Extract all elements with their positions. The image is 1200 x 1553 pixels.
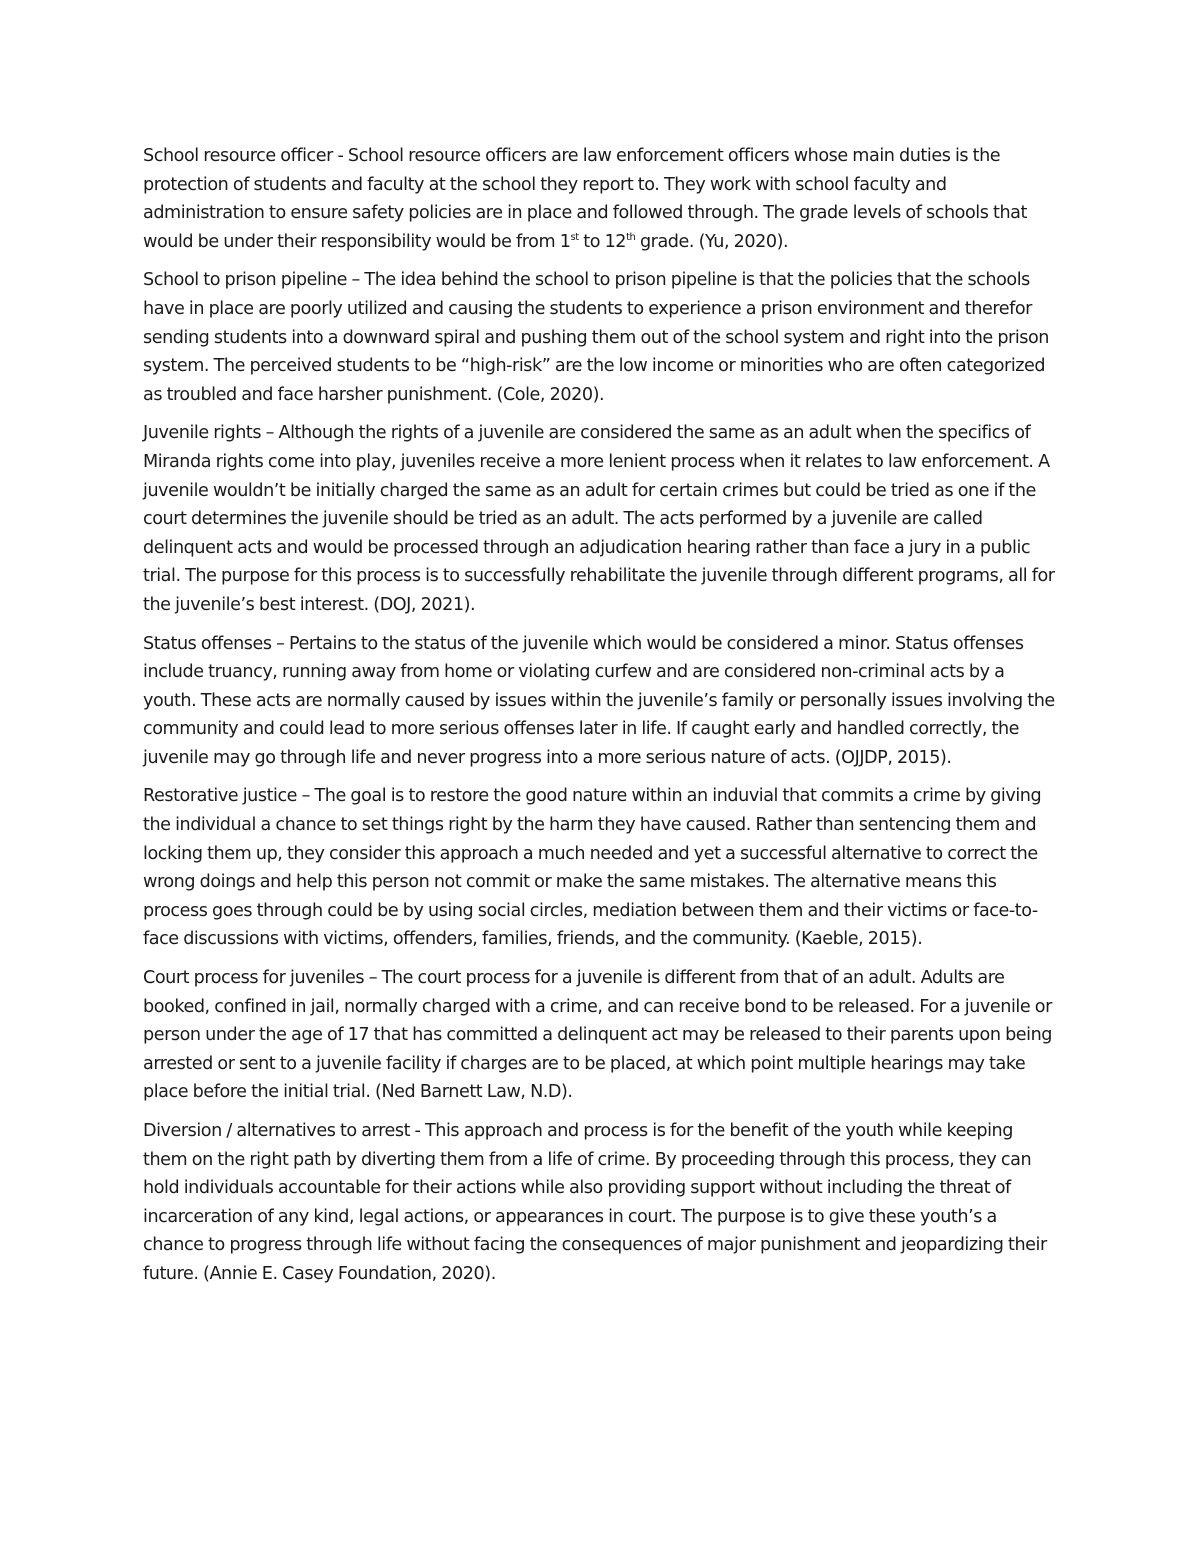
paragraph-juvenile-rights: Juvenile rights – Although the rights of a juvenile are considered the same as an adult when the specifics of Miranda rights come into play, juveniles receive a more lenient process when it relates to law enforcement. A juvenile wouldn’t be initially charged the same as an adult for certain crimes but could be tried as one if the court determines the juvenile should be tried as an adult. The acts performed by a juvenile are called delinquent acts and would be processed through an adjudication hearing rather than face a jury in a public trial. The purpose for this process is to successfully rehabilitate the juvenile through different programs, all for the juvenile’s best interest. (DOJ, 2021). bbox=[143, 423, 1055, 615]
paragraph-court-process-for-juveniles: Court process for juveniles – The court process for a juvenile is different from that of an adult. Adults are booked, confined in jail, normally charged with a crime, and can receive bond to be released. For a juvenile or person under the age of 17 that has committed a delinquent act may be released to their parents upon being arrested or sent to a juvenile facility if charges are to be placed, at which point multiple hearings may take place before the initial trial. (Ned Barnett Law, N.D). bbox=[143, 968, 1053, 1103]
document-body bbox=[143, 142, 1061, 1299]
paragraph-status-offenses: Status offenses – Pertains to the status of the juvenile which would be considered a minor. Status offenses include truancy, running away from home or violating curfew and are considered non-criminal acts by a youth. These acts are normally caused by issues within the juvenile’s family or personally issues involving the community and could lead to more serious offenses later in life. If caught early and handled correctly, the juvenile may go through life and never progress into a more serious nature of acts. (OJJDP, 2015). bbox=[143, 633, 1055, 768]
paragraph-text: to 12 bbox=[578, 231, 627, 252]
paragraph-restorative-justice: Restorative justice – The goal is to restore the good nature within an induvial that commits a crime by giving the individual a chance to set things right by the harm they have caused. Rather than sentencing them and locking them up, they consider this approach a much needed and yet a successful alternative to correct the wrong doings and help this person not commit or make the same mistakes. The alternative means this process goes through could be by using social circles, mediation between them and their victims or face-to-face discussions with victims, offenders, families, friends, and the community. (Kaeble, 2015). bbox=[143, 786, 1042, 950]
paragraph-diversion-alternatives: Diversion / alternatives to arrest - This approach and process is for the benefit of the youth while keeping them on the right path by diverting them from a life of crime. By proceeding through this process, they can hold individuals accountable for their actions while also providing support without including the threat of incarceration of any kind, legal actions, or appearances in court. The purpose is to give these youth’s a chance to progress through life without facing the consequences of major punishment and jeopardizing their future. (Annie E. Casey Foundation, 2020). bbox=[143, 1121, 1047, 1284]
paragraph-text: School resource officer - School resource officers are law enforcement officers whose main duties is the protection of students and faculty at the school they report to. They work with school faculty and administration to ensure safety policies are in place and followed through. The grade levels of schools that would be under their responsibility would be from 1 bbox=[143, 146, 1027, 252]
ordinal-suffix: st bbox=[570, 231, 579, 243]
paragraph-school-to-prison-pipeline: School to prison pipeline – The idea behind the school to prison pipeline is that the policies that the schools have in place are poorly utilized and causing the students to experience a prison environment and therefor sending students into a downward spiral and pushing them out of the school system and right into the prison system. The perceived students to be “high-risk” are the low income or minorities who are often categorized as troubled and face harsher punishment. (Cole, 2020). bbox=[143, 270, 1049, 405]
paragraph-text: grade. (Yu, 2020). bbox=[635, 231, 789, 252]
ordinal-suffix: th bbox=[626, 231, 636, 243]
paragraph-school-resource-officer bbox=[143, 142, 1061, 256]
